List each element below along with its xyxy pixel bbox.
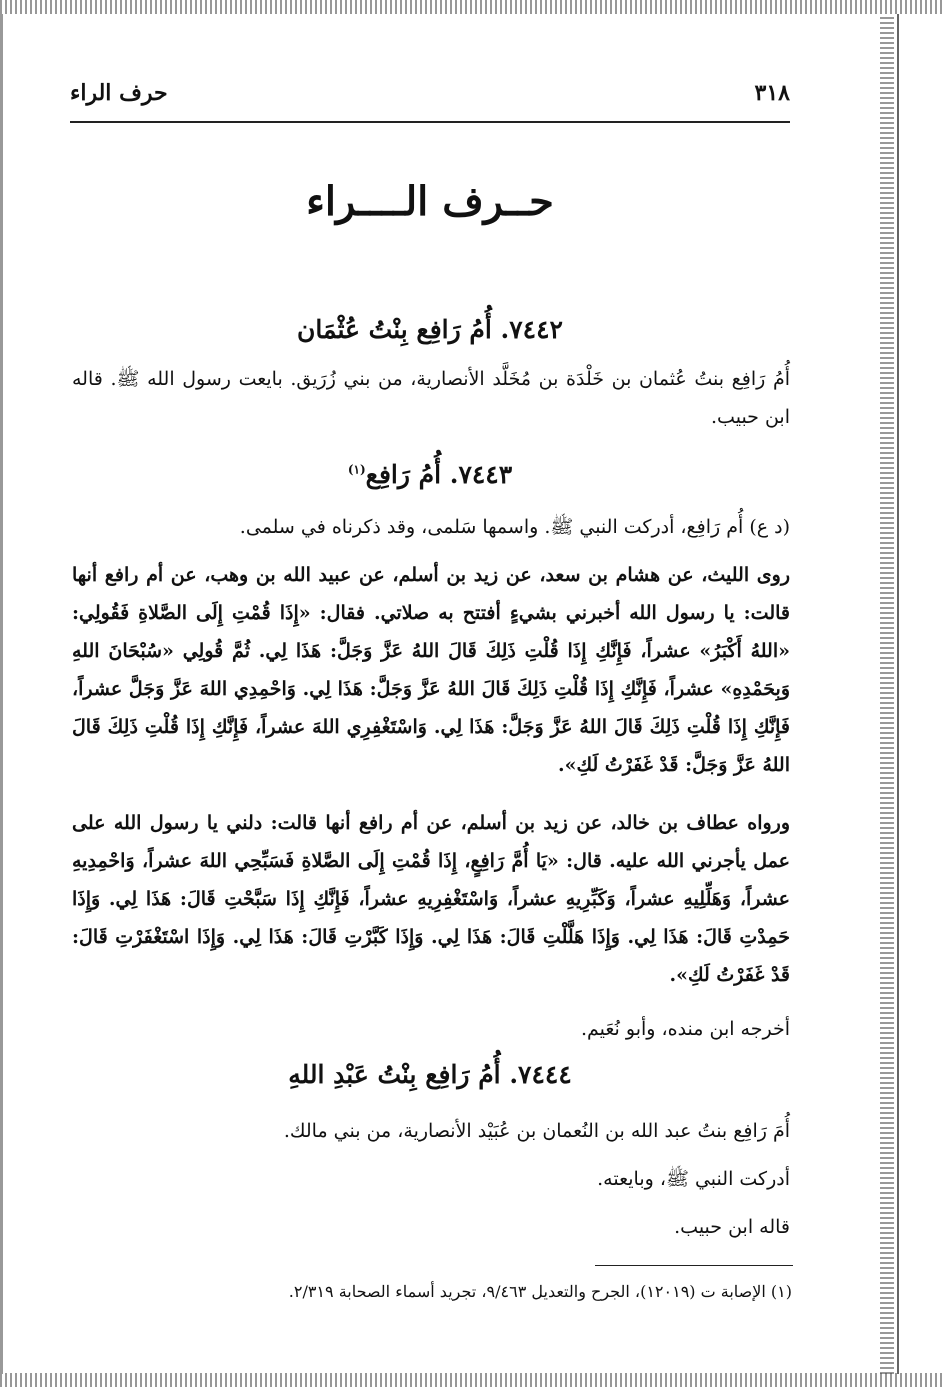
- entry-title-text: ٧٤٤٤. أُمُ رَافِع بِنْتُ عَبْدِ اللهِ: [288, 1060, 572, 1089]
- entry-7443-hadith-1: روى الليث، عن هشام بن سعد، عن زيد بن أسلم، عن عبيد الله بن وهب، عن أم رافع أنها قالت: يا رسول الله أخبرني بشيءٍ أفتتح به صلاتي. فقال: «إِذَا قُمْتِ إِلَى الصَّلاةِ فَقُولِي: «اللهُ أَكْبَرُ» عشراً، فَإِنَّكِ إِذَا قُلْتِ ذَلِكَ قَالَ اللهُ عَزَّ وَجَلَّ: هَذَا لِي. ثُمَّ قُولِي «سُبْحَانَ اللهِ وَبِحَمْدِهِ» عشراً، فَإِنَّكِ إِذَا قُلْتِ ذَلِكَ قَالَ اللهُ عَزَّ وَجَلَّ: هَذَا لِي. وَاحْمِدِي اللهَ عَزَّ وَجَلَّ عشراً، فَإِنَّكِ إِذَا قُلْتِ ذَلِكَ قَالَ اللهُ عَزَّ وَجَلَّ: هَذَا لِي. وَاسْتَغْفِرِي اللهَ عشراً، فَإِنَّكِ إِذَا قُلْتِ ذَلِكَ قَالَ اللهُ عَزَّ وَجَلَّ: قَدْ غَفَرْتُ لَكِ».: [72, 564, 790, 776]
- entry-title-7443: [0, 460, 860, 489]
- running-head: حرف الراء: [70, 80, 168, 106]
- entry-7443-hadith-2: ورواه عطاف بن خالد، عن زيد بن أسلم، عن أم رافع أنها قالت: دلني يا رسول الله على عمل يأجرني الله عليه. قال: «يَا أُمَّ رَافِعٍ، إِذَا قُمْتِ إِلَى الصَّلاةِ فَسَبِّحِي اللهَ عشراً، وَاحْمِدِيهِ عشراً، وَهَلِّلِيهِ عشراً، وَكَبِّرِيهِ عشراً، وَاسْتَغْفِرِيهِ عشراً، فَإِنَّكِ إِذَا سَبَّحْتِ قَالَ: هَذَا لِي. وَإِذَا حَمِدْتِ قَالَ: هَذَا لِي. وَإِذَا هَلَّلْتِ قَالَ: هَذَا لِي. وَإِذَا كَبَّرْتِ قَالَ: هَذَا لِي. وَإِذَا اسْتَغْفَرْتِ قَالَ: قَدْ غَفَرْتُ لَكِ».: [72, 812, 790, 986]
- chapter-title: حــرف الــــراء: [306, 178, 554, 225]
- header-rule: [70, 121, 790, 123]
- entry-title-7444: [0, 1060, 860, 1089]
- entry-title-text: ٧٤٤٢. أُمُ رَافِع بِنْتُ عُثْمَان: [297, 315, 563, 344]
- entry-7443-source: أخرجه ابن منده، وأبو نُعَيم.: [580, 1018, 790, 1040]
- page-border-right: [880, 14, 894, 1374]
- entry-7443-intro: (د ع) أُم رَافِع، أدركت النبي ﷺ. واسمها سَلمى، وقد ذكرناه في سلمى.: [239, 516, 790, 538]
- page-header: [70, 80, 790, 116]
- footnote-marker: (١): [347, 462, 366, 477]
- page-border-right-line: [897, 14, 899, 1374]
- entry-7444-paragraph-1: أُمَ رَافِع بنتُ عبد الله بن النُعمان بن عُبَيْد الأنصارية، من بني مالك.: [283, 1120, 790, 1142]
- page-border-top: [0, 0, 945, 14]
- entry-7442-paragraph: أُمُ رَافِع بنتُ عُثمان بن خَلْدَة بن مُخَلَّد الأنصارية، من بني زُرَيق. بايعت رسول الله ﷺ. قاله ابن حبيب.: [72, 368, 790, 428]
- entry-title-text: ٧٤٤٣. أُمُ رَافِع: [365, 460, 513, 489]
- entry-7444-paragraph-3: قاله ابن حبيب.: [674, 1216, 790, 1238]
- footnote-rule: [595, 1265, 793, 1266]
- entry-title-7442: [0, 315, 860, 344]
- entry-7444-paragraph-2: أدركت النبي ﷺ، وبايعته.: [597, 1168, 790, 1190]
- footnote: (١) الإصابة ت (١٢٠١٩)، الجرح والتعديل ٩/٤٦٣، تجريد أسماء الصحابة ٢/٣١٩.: [288, 1282, 792, 1301]
- page-border-bottom: [0, 1373, 945, 1387]
- page-number: ٣١٨: [754, 80, 790, 106]
